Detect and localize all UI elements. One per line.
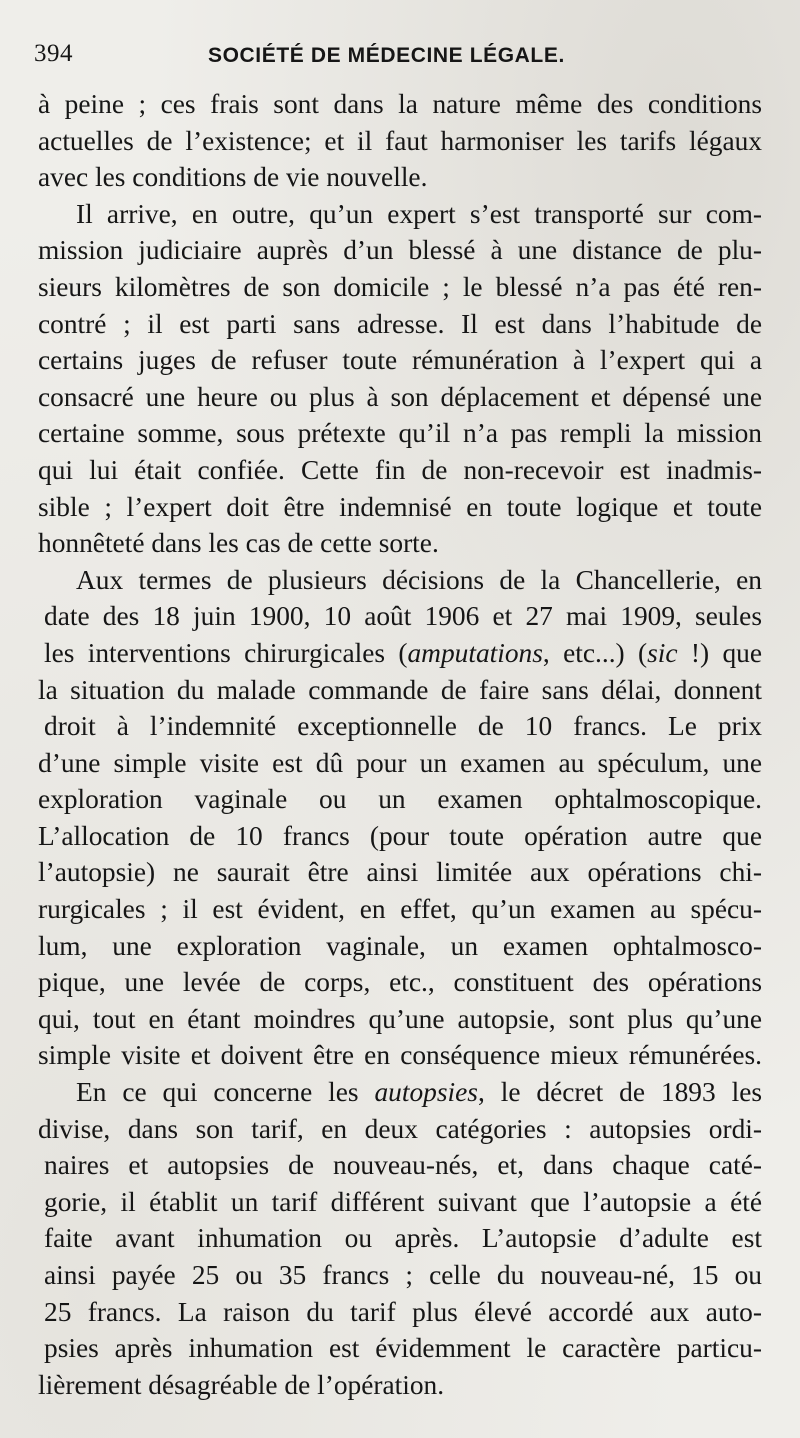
text-run: !) que [677,637,762,668]
italic-term: amputations [407,637,543,668]
text-line: contré ; il est parti sans adresse. Il est dans l’habitude de [38,308,762,339]
running-head [34,38,594,74]
text-run: En ce qui concerne les [76,1077,375,1108]
text-line: à peine ; ces frais sont dans la nature même des conditions [38,89,762,119]
text-line: psies après inhumation est évidemment le caractère particu- [44,1333,762,1364]
paragraph [38,196,762,562]
text-line: mission judiciaire auprès d’un blessé à une distance de plu- [38,235,762,266]
body-text [38,86,762,1403]
text-line-with-italics [38,1074,762,1111]
text-line: faite avant inhumation ou après. L’autopsie d’adulte est [44,1223,762,1254]
text-line: gorie, il établit un tarif différent suivant que l’autopsie a été [44,1186,762,1217]
text-line: naires et autopsies de nouveau-nés, et, dans chaque caté- [44,1150,762,1181]
text-line: sieurs kilomètres de son domicile ; le blessé n’a pas été ren- [38,271,762,302]
text-run: , le décret de 1893 les [477,1077,763,1108]
text-line: la situation du malade commande de faire sans délai, donnent [38,674,762,705]
text-line: actuelles de l’existence; et il faut harmoniser les tarifs légaux [38,125,762,156]
text-line: ainsi payée 25 ou 35 francs ; celle du nouveau-né, 15 ou [44,1260,762,1290]
text-line: L’allocation de 10 francs (pour toute opération autre que [38,820,762,851]
text-line-with-italics [38,635,762,672]
text-line: rurgicales ; il est évident, en effet, qu’un examen au spécu- [38,894,762,925]
page-number: 394 [34,40,73,67]
text-line: qui, tout en étant moindres qu’une autopsie, sont plus qu’une [38,1003,762,1034]
text-line: date des 18 juin 1900, 10 août 1906 et 27 mai 1909, seules [44,601,762,632]
text-line: lum, une exploration vaginale, un examen ophtalmosco- [38,930,762,961]
text-line: sible ; l’expert doit être indemnisé en toute logique et toute [38,491,762,522]
text-line: droit à l’indemnité exceptionnelle de 10 francs. Le prix [44,711,762,742]
text-line: l’autopsie) ne saurait être ainsi limitée aux opérations chi- [38,857,762,888]
text-line: avec les conditions de vie nouvelle. [38,162,428,193]
text-line: qui lui était confiée. Cette fin de non-recevoir est inadmis- [38,454,762,485]
text-run: , etc...) ( [542,637,648,668]
running-head-title: SOCIÉTÉ DE MÉDECINE LÉGALE. [208,44,565,67]
italic-term: autopsies [374,1077,478,1108]
text-line: simple visite et doivent être en conséquence mieux rémunérées. [38,1040,762,1071]
text-line: certains juges de refuser toute rémunération à l’expert qui a [38,345,762,376]
paragraph [38,562,762,1074]
text-line: 25 francs. La raison du tarif plus élevé accordé aux auto- [44,1296,762,1327]
text-line: pique, une levée de corps, etc., constituent des opérations [38,967,762,998]
text-line: divise, dans son tarif, en deux catégories : autopsies ordi- [38,1113,762,1144]
text-line: d’une simple visite est dû pour un examen au spéculum, une [38,747,762,778]
text-line: certaine somme, sous prétexte qu’il n’a pas rempli la mission [38,418,762,449]
text-line: Il arrive, en outre, qu’un expert s’est transporté sur com- [76,198,762,229]
text-line: Aux termes de plusieurs décisions de la Chancellerie, en [76,564,762,595]
text-line: honnêteté dans les cas de cette sorte. [38,528,439,559]
italic-term: sic [647,637,678,668]
text-line: lièrement désagréable de l’opération. [38,1369,445,1400]
text-line: exploration vaginale ou un examen ophtalmoscopique. [38,784,762,815]
paragraph [38,1074,762,1403]
text-line: consacré une heure ou plus à son déplacement et dépensé une [38,381,762,412]
text-run: les interventions chirurgicales ( [44,637,408,668]
paragraph [38,86,762,196]
